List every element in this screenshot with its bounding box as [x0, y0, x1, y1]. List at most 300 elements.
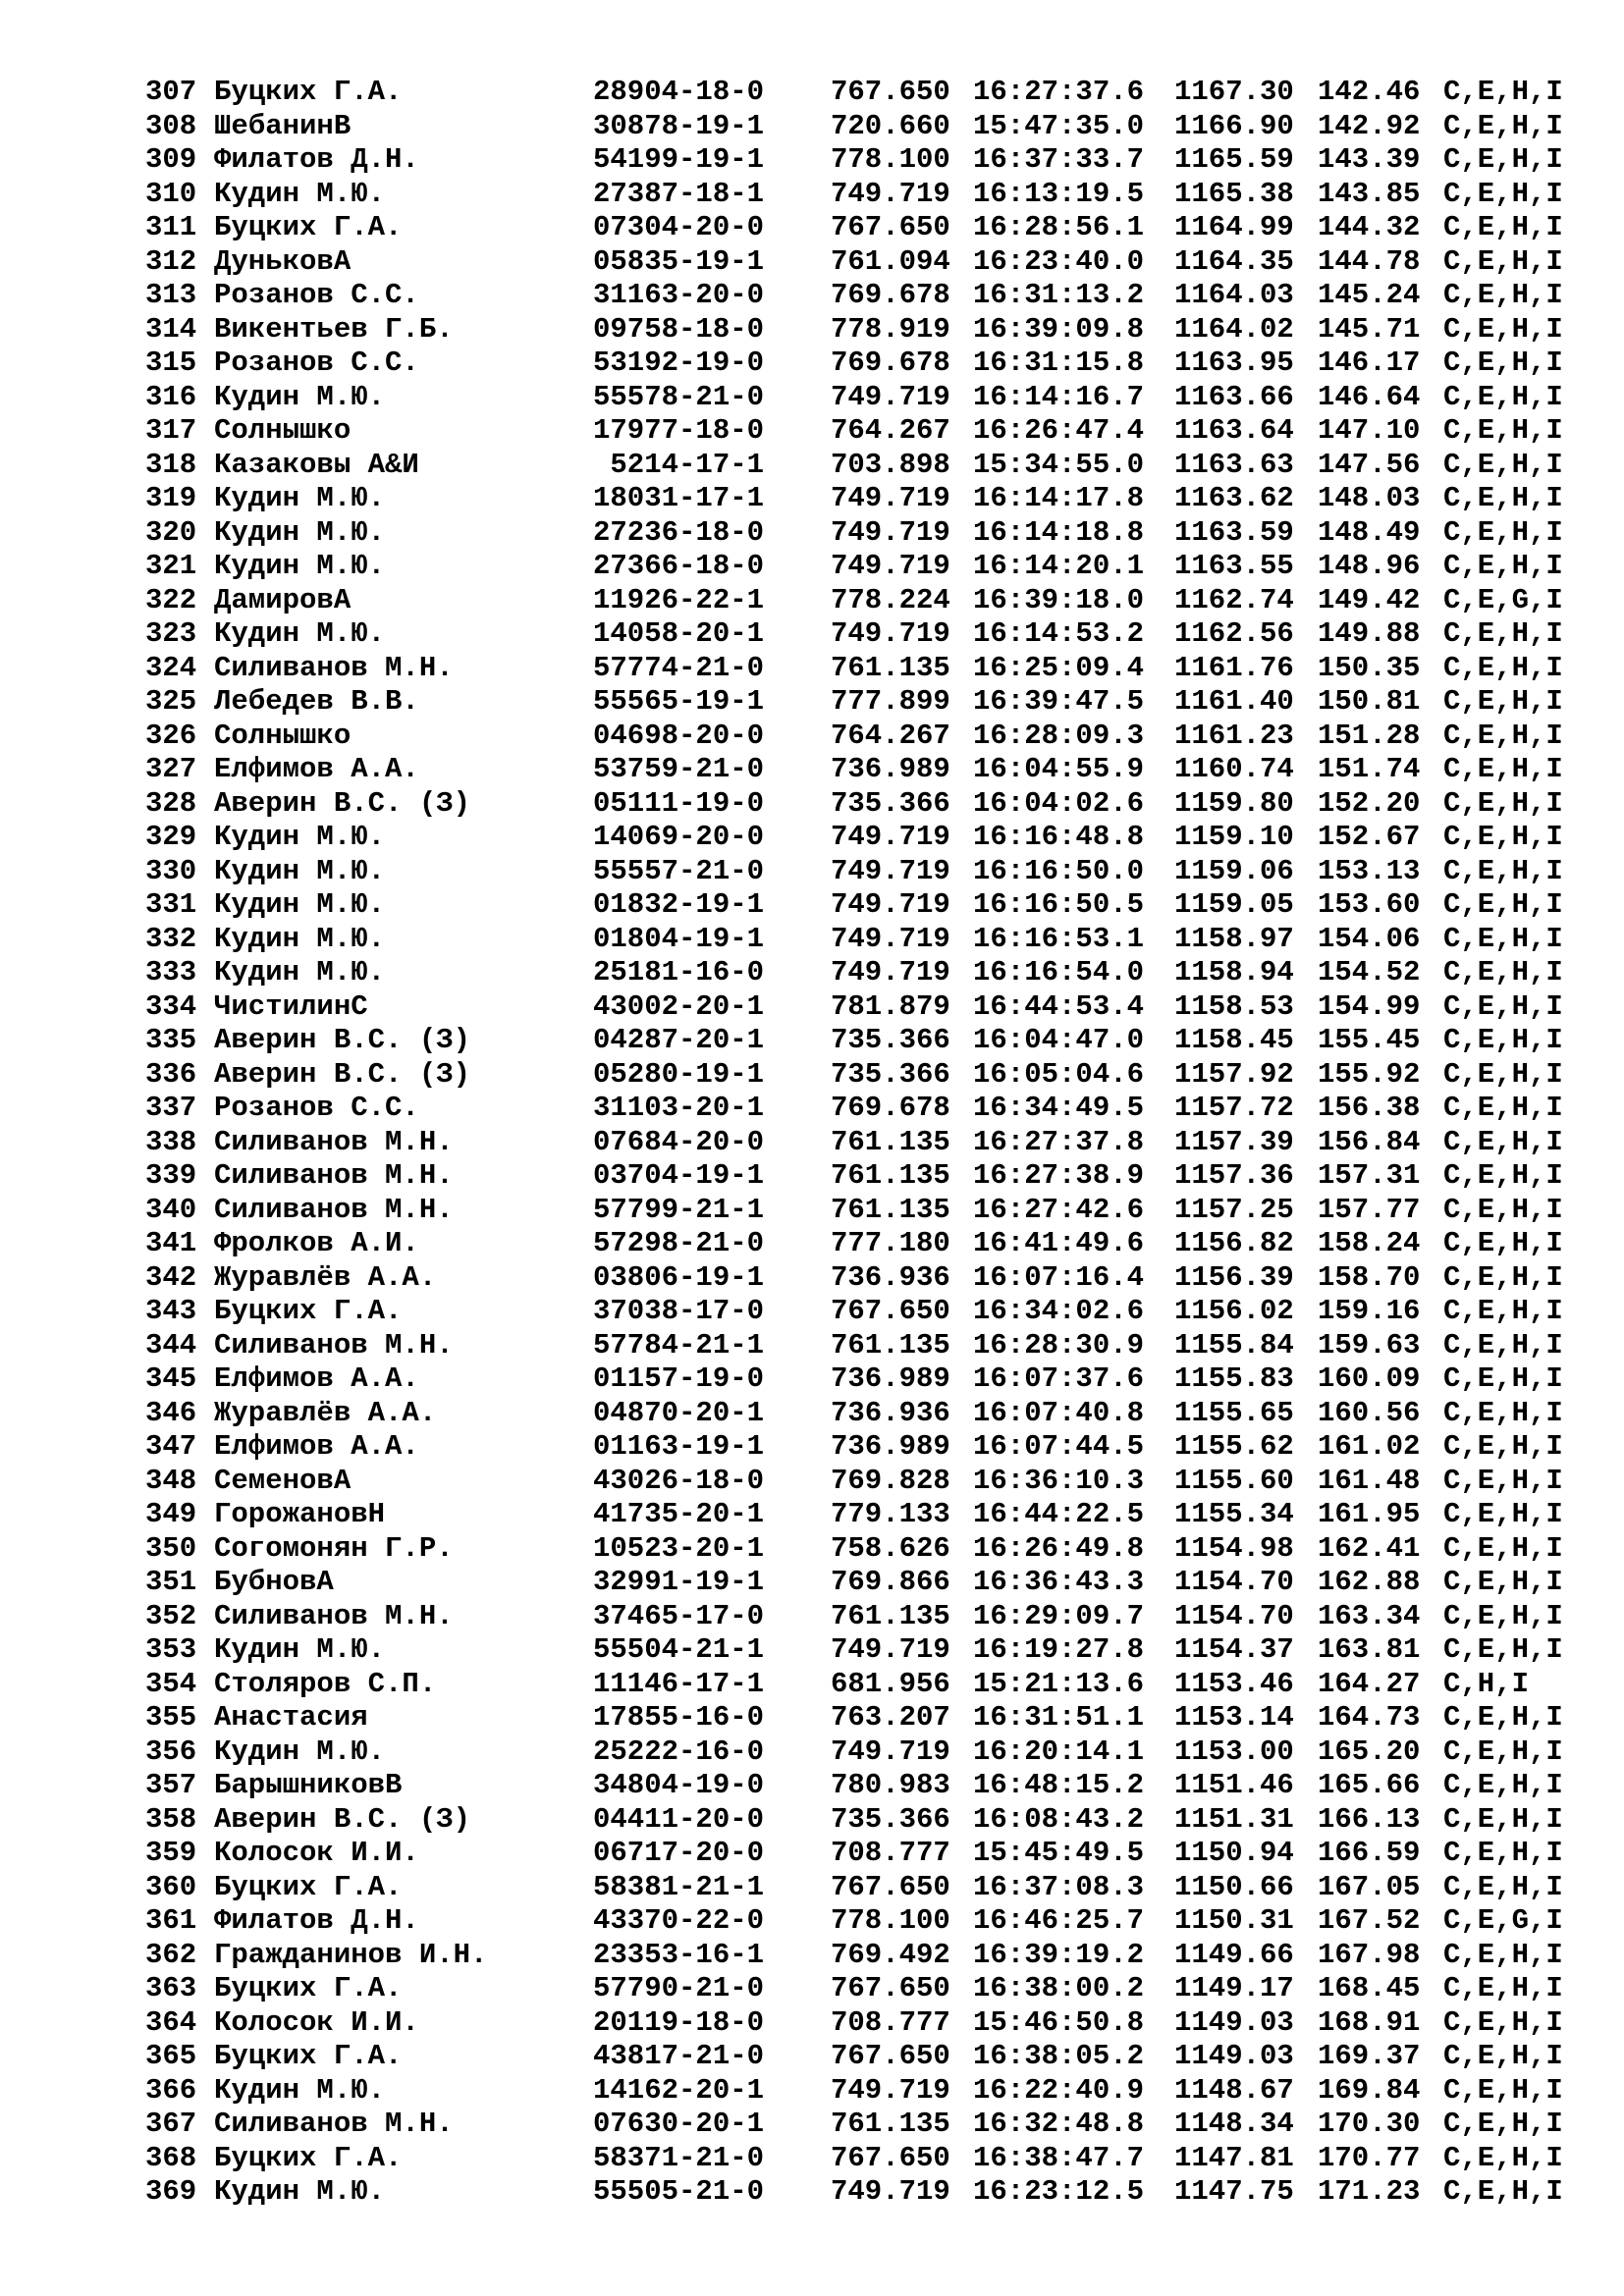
category-flags: C,E,H,I [1443, 1870, 1563, 1903]
ring-number: 57774-21-0 [593, 651, 765, 684]
fancier-name: Кудин М.Ю. [214, 515, 386, 549]
speed-value: 1157.92 [1174, 1057, 1294, 1091]
fancier-name: Силиванов М.Н. [214, 1193, 454, 1226]
table-row [145, 143, 1581, 178]
speed-value: 1156.02 [1174, 1295, 1294, 1327]
fancier-name: Кудин М.Ю. [214, 482, 386, 514]
arrival-time: 16:31:51.1 [973, 1701, 1145, 1734]
points-value: 161.48 [1318, 1464, 1421, 1497]
distance-km: 749.719 [831, 515, 950, 549]
distance-km: 780.983 [831, 1769, 950, 1801]
arrival-time: 16:36:43.3 [973, 1566, 1145, 1598]
distance-km: 778.224 [831, 583, 950, 616]
distance-km: 749.719 [831, 482, 950, 514]
fancier-name: БарышниковВ [214, 1769, 403, 1801]
table-row [145, 482, 1581, 516]
distance-km: 749.719 [831, 1633, 950, 1666]
category-flags: C,E,H,I [1443, 279, 1563, 311]
ring-number: 07630-20-1 [593, 2108, 765, 2140]
arrival-time: 15:45:49.5 [973, 1837, 1145, 1869]
fancier-name: Буцких Г.А. [214, 76, 403, 108]
ring-number: 57784-21-1 [593, 1328, 765, 1362]
table-row [145, 821, 1581, 855]
ring-number: 01832-19-1 [593, 888, 765, 921]
place-number: 344 [145, 1328, 197, 1362]
ring-number: 01157-19-0 [593, 1362, 765, 1395]
points-value: 142.92 [1318, 109, 1421, 142]
arrival-time: 16:41:49.6 [973, 1227, 1145, 1259]
ring-number: 04698-20-0 [593, 719, 765, 752]
points-value: 160.56 [1318, 1396, 1421, 1429]
fancier-name: Кудин М.Ю. [214, 922, 386, 955]
distance-km: 778.919 [831, 312, 950, 346]
place-number: 307 [145, 76, 197, 108]
distance-km: 749.719 [831, 2175, 950, 2208]
arrival-time: 16:04:02.6 [973, 786, 1145, 820]
place-number: 354 [145, 1667, 197, 1700]
speed-value: 1162.74 [1174, 583, 1294, 616]
speed-value: 1157.72 [1174, 1092, 1294, 1124]
distance-km: 777.899 [831, 685, 950, 718]
points-value: 166.13 [1318, 1802, 1421, 1836]
arrival-time: 16:14:17.8 [973, 482, 1145, 514]
arrival-time: 16:27:37.6 [973, 76, 1145, 108]
fancier-name: ДамировА [214, 583, 352, 616]
category-flags: C,E,H,I [1443, 2005, 1563, 2039]
arrival-time: 16:27:42.6 [973, 1193, 1145, 1226]
points-value: 153.60 [1318, 888, 1421, 921]
speed-value: 1159.05 [1174, 888, 1294, 921]
arrival-time: 16:28:09.3 [973, 719, 1145, 752]
points-value: 167.98 [1318, 1938, 1421, 1971]
arrival-time: 16:34:02.6 [973, 1295, 1145, 1327]
arrival-time: 16:23:12.5 [973, 2175, 1145, 2208]
category-flags: C,E,H,I [1443, 1260, 1563, 1294]
table-row [145, 1397, 1581, 1431]
category-flags: C,E,H,I [1443, 854, 1563, 887]
place-number: 346 [145, 1396, 197, 1429]
fancier-name: Аверин В.С. (З) [214, 786, 471, 820]
fancier-name: Елфимов А.А. [214, 1430, 419, 1463]
fancier-name: Лебедев В.В. [214, 685, 419, 718]
category-flags: C,E,H,I [1443, 1769, 1563, 1801]
ring-number: 10523-20-1 [593, 1531, 765, 1565]
speed-value: 1154.37 [1174, 1633, 1294, 1666]
place-number: 336 [145, 1057, 197, 1091]
place-number: 369 [145, 2175, 197, 2208]
points-value: 166.59 [1318, 1837, 1421, 1869]
table-row [145, 1024, 1581, 1058]
arrival-time: 16:16:53.1 [973, 922, 1145, 955]
table-row [145, 1837, 1581, 1871]
table-row [145, 1735, 1581, 1770]
ring-number: 03806-19-1 [593, 1260, 765, 1294]
points-value: 168.91 [1318, 2005, 1421, 2039]
table-row [145, 753, 1581, 787]
category-flags: C,E,H,I [1443, 2073, 1563, 2107]
distance-km: 761.094 [831, 244, 950, 278]
points-value: 144.78 [1318, 244, 1421, 278]
ring-number: 14162-20-1 [593, 2073, 765, 2107]
distance-km: 749.719 [831, 888, 950, 921]
ring-number: 32991-19-1 [593, 1566, 765, 1598]
table-row [145, 449, 1581, 483]
speed-value: 1167.30 [1174, 76, 1294, 108]
category-flags: C,E,H,I [1443, 2141, 1563, 2174]
distance-km: 720.660 [831, 109, 950, 142]
fancier-name: Елфимов А.А. [214, 1362, 419, 1395]
category-flags: C,E,H,I [1443, 448, 1563, 481]
speed-value: 1162.56 [1174, 617, 1294, 650]
place-number: 309 [145, 143, 197, 176]
speed-value: 1153.00 [1174, 1735, 1294, 1768]
speed-value: 1154.98 [1174, 1531, 1294, 1565]
ring-number: 06717-20-0 [593, 1837, 765, 1869]
table-row [145, 211, 1581, 245]
place-number: 339 [145, 1159, 197, 1192]
fancier-name: Розанов С.С. [214, 279, 419, 311]
category-flags: C,E,H,I [1443, 1735, 1563, 1768]
table-row [145, 888, 1581, 923]
category-flags: C,E,H,I [1443, 1531, 1563, 1565]
distance-km: 735.366 [831, 1057, 950, 1091]
category-flags: C,E,H,I [1443, 177, 1563, 210]
place-number: 359 [145, 1837, 197, 1869]
table-row [145, 617, 1581, 652]
fancier-name: Силиванов М.Н. [214, 1599, 454, 1632]
place-number: 335 [145, 1024, 197, 1056]
table-row [145, 1261, 1581, 1296]
place-number: 315 [145, 347, 197, 379]
place-number: 326 [145, 719, 197, 752]
distance-km: 767.650 [831, 1870, 950, 1903]
place-number: 311 [145, 211, 197, 243]
distance-km: 749.719 [831, 1735, 950, 1768]
place-number: 362 [145, 1938, 197, 1971]
speed-value: 1154.70 [1174, 1599, 1294, 1632]
table-row [145, 1126, 1581, 1160]
fancier-name: Колосок И.И. [214, 1837, 419, 1869]
category-flags: C,E,G,I [1443, 1904, 1563, 1937]
speed-value: 1149.03 [1174, 2005, 1294, 2039]
fancier-name: Журавлёв А.А. [214, 1396, 437, 1429]
distance-km: 763.207 [831, 1701, 950, 1734]
place-number: 343 [145, 1295, 197, 1327]
arrival-time: 16:26:49.8 [973, 1531, 1145, 1565]
table-row [145, 313, 1581, 347]
category-flags: C,E,H,I [1443, 719, 1563, 752]
speed-value: 1155.65 [1174, 1396, 1294, 1429]
speed-value: 1159.80 [1174, 786, 1294, 820]
table-row [145, 1972, 1581, 2006]
table-row [145, 1092, 1581, 1126]
table-row [145, 1939, 1581, 1973]
distance-km: 767.650 [831, 1295, 950, 1327]
ring-number: 27366-18-0 [593, 550, 765, 582]
fancier-name: Буцких Г.А. [214, 2141, 403, 2174]
place-number: 349 [145, 1498, 197, 1530]
arrival-time: 16:13:19.5 [973, 177, 1145, 210]
ring-number: 57799-21-1 [593, 1193, 765, 1226]
points-value: 161.95 [1318, 1498, 1421, 1530]
speed-value: 1147.75 [1174, 2175, 1294, 2208]
fancier-name: Кудин М.Ю. [214, 2175, 386, 2208]
ring-number: 55578-21-0 [593, 380, 765, 413]
category-flags: C,E,H,I [1443, 550, 1563, 582]
place-number: 310 [145, 177, 197, 210]
distance-km: 735.366 [831, 1802, 950, 1836]
speed-value: 1154.70 [1174, 1566, 1294, 1598]
ring-number: 43370-22-0 [593, 1904, 765, 1937]
category-flags: C,E,H,I [1443, 989, 1563, 1023]
place-number: 357 [145, 1769, 197, 1801]
place-number: 322 [145, 583, 197, 616]
fancier-name: Столяров С.П. [214, 1667, 437, 1700]
points-value: 147.10 [1318, 414, 1421, 447]
points-value: 149.88 [1318, 617, 1421, 650]
fancier-name: ШебанинВ [214, 109, 352, 142]
arrival-time: 16:44:53.4 [973, 989, 1145, 1023]
category-flags: C,E,H,I [1443, 888, 1563, 921]
arrival-time: 16:37:08.3 [973, 1870, 1145, 1903]
distance-km: 769.828 [831, 1464, 950, 1497]
arrival-time: 16:05:04.6 [973, 1057, 1145, 1091]
distance-km: 764.267 [831, 414, 950, 447]
ring-number: 5214-17-1 [593, 448, 765, 481]
fancier-name: Согомонян Г.Р. [214, 1531, 454, 1565]
arrival-time: 16:46:25.7 [973, 1904, 1145, 1937]
speed-value: 1163.59 [1174, 515, 1294, 549]
place-number: 312 [145, 244, 197, 278]
table-row [145, 1430, 1581, 1465]
place-number: 342 [145, 1260, 197, 1294]
points-value: 152.67 [1318, 821, 1421, 853]
arrival-time: 16:14:18.8 [973, 515, 1145, 549]
points-value: 143.85 [1318, 177, 1421, 210]
place-number: 328 [145, 786, 197, 820]
ring-number: 17855-16-0 [593, 1701, 765, 1734]
arrival-time: 16:25:09.4 [973, 651, 1145, 684]
category-flags: C,E,H,I [1443, 1498, 1563, 1530]
fancier-name: Журавлёв А.А. [214, 1260, 437, 1294]
fancier-name: БубновА [214, 1566, 334, 1598]
place-number: 319 [145, 482, 197, 514]
speed-value: 1157.39 [1174, 1125, 1294, 1158]
place-number: 316 [145, 380, 197, 413]
arrival-time: 16:28:30.9 [973, 1328, 1145, 1362]
table-row [145, 990, 1581, 1025]
place-number: 355 [145, 1701, 197, 1734]
category-flags: C,E,H,I [1443, 685, 1563, 718]
points-value: 164.73 [1318, 1701, 1421, 1734]
arrival-time: 16:32:48.8 [973, 2108, 1145, 2140]
place-number: 308 [145, 109, 197, 142]
place-number: 341 [145, 1227, 197, 1259]
distance-km: 749.719 [831, 854, 950, 887]
table-row [145, 584, 1581, 618]
category-flags: C,E,H,I [1443, 1159, 1563, 1192]
distance-km: 769.866 [831, 1566, 950, 1598]
arrival-time: 16:07:40.8 [973, 1396, 1145, 1429]
category-flags: C,E,H,I [1443, 2108, 1563, 2140]
category-flags: C,E,H,I [1443, 1328, 1563, 1362]
speed-value: 1155.62 [1174, 1430, 1294, 1463]
distance-km: 708.777 [831, 2005, 950, 2039]
arrival-time: 16:38:05.2 [973, 2040, 1145, 2072]
fancier-name: Солнышко [214, 719, 352, 752]
ring-number: 04870-20-1 [593, 1396, 765, 1429]
speed-value: 1153.46 [1174, 1667, 1294, 1700]
distance-km: 736.936 [831, 1396, 950, 1429]
place-number: 347 [145, 1430, 197, 1463]
fancier-name: Филатов Д.Н. [214, 1904, 419, 1937]
ring-number: 34804-19-0 [593, 1769, 765, 1801]
ring-number: 43002-20-1 [593, 989, 765, 1023]
fancier-name: Кудин М.Ю. [214, 1735, 386, 1768]
speed-value: 1163.62 [1174, 482, 1294, 514]
fancier-name: Буцких Г.А. [214, 1972, 403, 2004]
arrival-time: 15:21:13.6 [973, 1667, 1145, 1700]
distance-km: 749.719 [831, 380, 950, 413]
fancier-name: Силиванов М.Н. [214, 1328, 454, 1362]
place-number: 318 [145, 448, 197, 481]
arrival-time: 16:31:15.8 [973, 347, 1145, 379]
category-flags: C,E,H,I [1443, 1057, 1563, 1091]
place-number: 361 [145, 1904, 197, 1937]
place-number: 368 [145, 2141, 197, 2174]
speed-value: 1151.46 [1174, 1769, 1294, 1801]
category-flags: C,E,H,I [1443, 143, 1563, 176]
distance-km: 779.133 [831, 1498, 950, 1530]
points-value: 156.84 [1318, 1125, 1421, 1158]
ring-number: 30878-19-1 [593, 109, 765, 142]
category-flags: C,E,H,I [1443, 1566, 1563, 1598]
arrival-time: 16:39:47.5 [973, 685, 1145, 718]
points-value: 158.70 [1318, 1260, 1421, 1294]
table-row [145, 1362, 1581, 1397]
fancier-name: СеменовА [214, 1464, 352, 1497]
distance-km: 778.100 [831, 1904, 950, 1937]
speed-value: 1157.36 [1174, 1159, 1294, 1192]
place-number: 363 [145, 1972, 197, 2004]
points-value: 157.77 [1318, 1193, 1421, 1226]
category-flags: C,E,H,I [1443, 2040, 1563, 2072]
speed-value: 1163.63 [1174, 448, 1294, 481]
category-flags: C,E,H,I [1443, 1633, 1563, 1666]
ring-number: 25222-16-0 [593, 1735, 765, 1768]
speed-value: 1155.84 [1174, 1328, 1294, 1362]
speed-value: 1159.06 [1174, 854, 1294, 887]
category-flags: C,E,H,I [1443, 482, 1563, 514]
place-number: 340 [145, 1193, 197, 1226]
place-number: 338 [145, 1125, 197, 1158]
category-flags: C,E,H,I [1443, 1599, 1563, 1632]
fancier-name: Буцких Г.А. [214, 211, 403, 243]
arrival-time: 16:16:50.5 [973, 888, 1145, 921]
category-flags: C,E,H,I [1443, 1125, 1563, 1158]
points-value: 170.77 [1318, 2141, 1421, 2174]
points-value: 170.30 [1318, 2108, 1421, 2140]
fancier-name: Розанов С.С. [214, 347, 419, 379]
arrival-time: 16:29:09.7 [973, 1599, 1145, 1632]
fancier-name: Розанов С.С. [214, 1092, 419, 1124]
distance-km: 761.135 [831, 1599, 950, 1632]
points-value: 153.13 [1318, 854, 1421, 887]
table-row [145, 76, 1581, 110]
ring-number: 11146-17-1 [593, 1667, 765, 1700]
table-row [145, 787, 1581, 822]
table-row [145, 923, 1581, 957]
arrival-time: 16:14:20.1 [973, 550, 1145, 582]
ring-number: 41735-20-1 [593, 1498, 765, 1530]
ring-number: 25181-16-0 [593, 956, 765, 988]
speed-value: 1155.83 [1174, 1362, 1294, 1395]
speed-value: 1165.59 [1174, 143, 1294, 176]
category-flags: C,E,H,I [1443, 1802, 1563, 1836]
arrival-time: 16:04:55.9 [973, 753, 1145, 785]
speed-value: 1161.76 [1174, 651, 1294, 684]
place-number: 333 [145, 956, 197, 988]
category-flags: C,E,H,I [1443, 753, 1563, 785]
ring-number: 53759-21-0 [593, 753, 765, 785]
place-number: 337 [145, 1092, 197, 1124]
category-flags: C,E,H,I [1443, 1362, 1563, 1395]
distance-km: 767.650 [831, 2141, 950, 2174]
ring-number: 04287-20-1 [593, 1024, 765, 1056]
distance-km: 764.267 [831, 719, 950, 752]
results-table [145, 76, 1581, 2210]
arrival-time: 15:34:55.0 [973, 448, 1145, 481]
fancier-name: Аверин В.С. (З) [214, 1057, 471, 1091]
points-value: 150.81 [1318, 685, 1421, 718]
place-number: 352 [145, 1599, 197, 1632]
table-row [145, 1465, 1581, 1499]
category-flags: C,E,H,I [1443, 786, 1563, 820]
speed-value: 1153.14 [1174, 1701, 1294, 1734]
speed-value: 1164.35 [1174, 244, 1294, 278]
arrival-time: 15:47:35.0 [973, 109, 1145, 142]
speed-value: 1150.31 [1174, 1904, 1294, 1937]
ring-number: 17977-18-0 [593, 414, 765, 447]
points-value: 155.45 [1318, 1024, 1421, 1056]
category-flags: C,E,H,I [1443, 414, 1563, 447]
speed-value: 1148.67 [1174, 2073, 1294, 2107]
speed-value: 1155.60 [1174, 1464, 1294, 1497]
table-row [145, 720, 1581, 754]
distance-km: 781.879 [831, 989, 950, 1023]
points-value: 162.88 [1318, 1566, 1421, 1598]
points-value: 149.42 [1318, 583, 1421, 616]
fancier-name: Елфимов А.А. [214, 753, 419, 785]
place-number: 317 [145, 414, 197, 447]
ring-number: 43817-21-0 [593, 2040, 765, 2072]
points-value: 152.20 [1318, 786, 1421, 820]
table-row [145, 855, 1581, 889]
place-number: 350 [145, 1531, 197, 1565]
ring-number: 43026-18-0 [593, 1464, 765, 1497]
ring-number: 27387-18-1 [593, 177, 765, 210]
distance-km: 769.678 [831, 347, 950, 379]
table-row [145, 2108, 1581, 2142]
ring-number: 54199-19-1 [593, 143, 765, 176]
category-flags: C,E,H,I [1443, 1464, 1563, 1497]
arrival-time: 16:39:19.2 [973, 1938, 1145, 1971]
ring-number: 58381-21-1 [593, 1870, 765, 1903]
distance-km: 703.898 [831, 448, 950, 481]
ring-number: 55504-21-1 [593, 1633, 765, 1666]
place-number: 366 [145, 2073, 197, 2107]
fancier-name: Фролков А.И. [214, 1227, 419, 1259]
